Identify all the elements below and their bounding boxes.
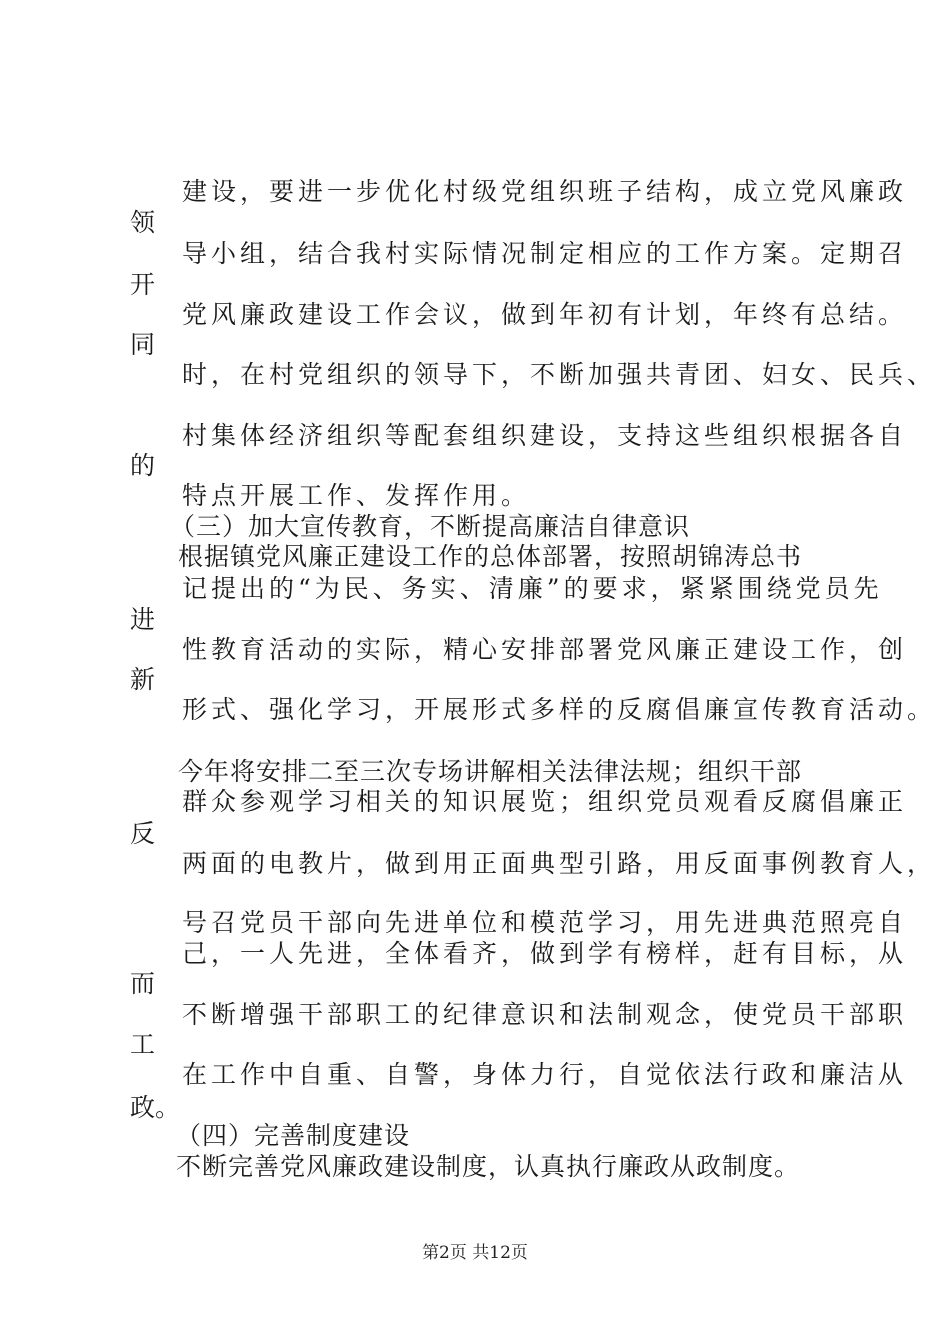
text-line: 记提出的“为民、务实、清廉”的要求，紧紧围绕党员先 xyxy=(182,574,883,603)
margin-char: 工 xyxy=(130,1030,156,1059)
text-line: 性教育活动的实际，精心安排部署党风廉正建设工作，创 xyxy=(182,635,908,664)
margin-char: 政。 xyxy=(130,1093,181,1122)
margin-char: 的 xyxy=(130,451,156,480)
text-line: 时，在村党组织的领导下，不断加强共青团、妇女、民兵、 xyxy=(182,360,937,389)
text-line: 不断完善党风廉政建设制度，认真执行廉政从政制度。 xyxy=(176,1152,801,1181)
margin-char: 开 xyxy=(130,270,156,299)
margin-char: 领 xyxy=(130,208,156,237)
section-heading: （三）加大宣传教育，不断提高廉洁自律意识 xyxy=(170,512,691,541)
text-line: 在工作中自重、自警，身体力行，自觉依法行政和廉洁从 xyxy=(182,1060,908,1089)
margin-char: 同 xyxy=(130,330,156,359)
margin-char: 而 xyxy=(130,969,156,998)
text-line: 不断增强干部职工的纪律意识和法制观念，使党员干部职 xyxy=(182,1000,908,1029)
text-line: 党风廉政建设工作会议，做到年初有计划，年终有总结。 xyxy=(182,300,908,329)
page-footer: 第2页 共12页 xyxy=(422,1243,528,1263)
text-line: 两面的电教片，做到用正面典型引路，用反面事例教育人， xyxy=(182,849,937,878)
text-line: 群众参观学习相关的知识展览；组织党员观看反腐倡廉正 xyxy=(182,787,908,816)
section-heading: （四）完善制度建设 xyxy=(176,1121,411,1150)
text-line: 村集体经济组织等配套组织建设，支持这些组织根据各自 xyxy=(182,421,908,450)
text-line: 己，一人先进，全体看齐，做到学有榜样，赶有目标，从 xyxy=(182,939,908,968)
text-line: 形式、强化学习，开展形式多样的反腐倡廉宣传教育活动。 xyxy=(182,695,937,724)
text-line: 特点开展工作、发挥作用。 xyxy=(182,481,531,510)
text-line: 今年将安排二至三次专场讲解相关法律法规；组织干部 xyxy=(178,757,803,786)
margin-char: 反 xyxy=(130,819,156,848)
text-line: 根据镇党风廉正建设工作的总体部署，按照胡锦涛总书 xyxy=(178,542,803,571)
margin-char: 进 xyxy=(130,605,156,634)
text-line: 导小组，结合我村实际情况制定相应的工作方案。定期召 xyxy=(182,239,908,268)
text-line: 建设，要进一步优化村级党组织班子结构，成立党风廉政 xyxy=(182,177,908,206)
text-line: 号召党员干部向先进单位和模范学习，用先进典范照亮自 xyxy=(182,908,908,937)
margin-char: 新 xyxy=(130,665,156,694)
